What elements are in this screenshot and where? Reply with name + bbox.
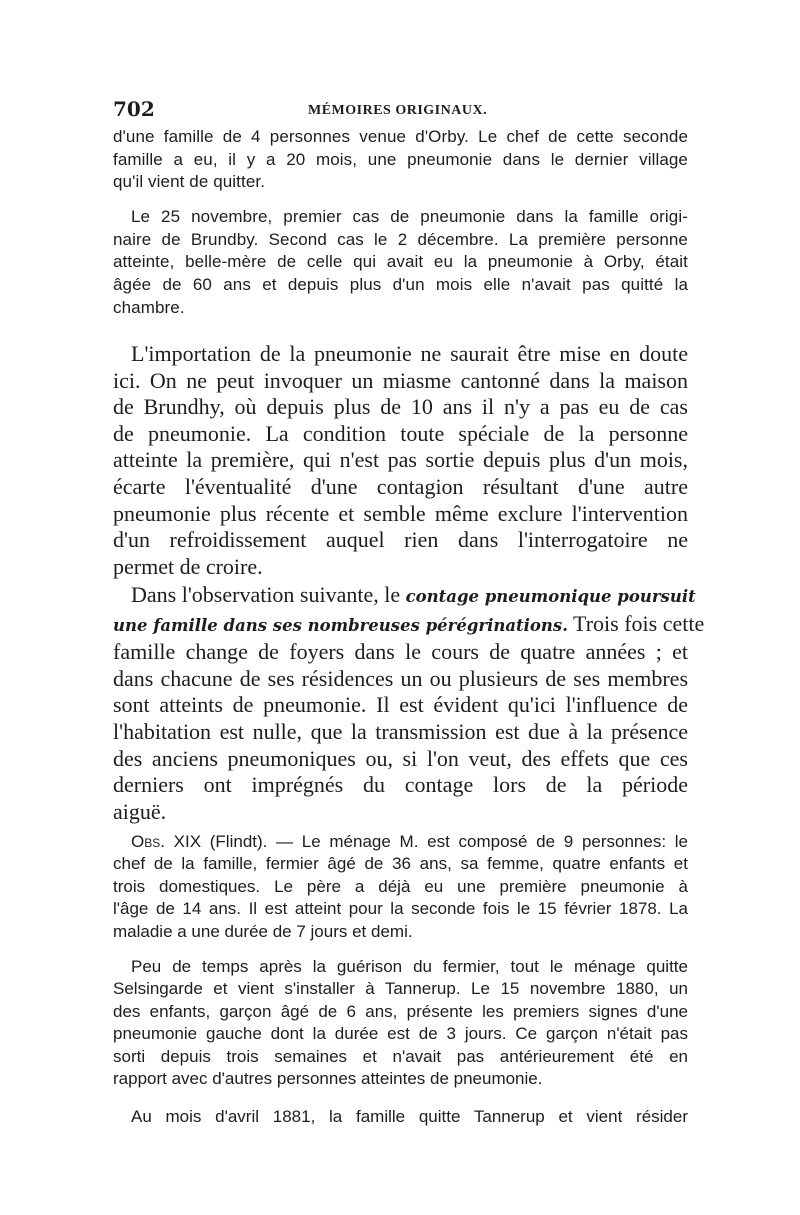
- emphasis-text: une famille dans ses nombreuses pérégrinations.: [113, 615, 568, 635]
- text-line: Au mois d'avril 1881, la famille quitte Tannerup et vient résider: [131, 1107, 688, 1126]
- text-line: sont atteints de pneumonie. Il est évident qu'ici l'influence de: [113, 692, 688, 718]
- observation-label: Obs. XIX: [131, 832, 202, 851]
- text-line: [113, 582, 696, 611]
- text-line: âgée de 60 ans et depuis plus d'un mois elle n'avait pas quitté la: [113, 275, 688, 295]
- text-line: atteinte la première, qui n'est pas sortie depuis plus d'un mois,: [113, 447, 688, 473]
- paragraph-6: [113, 1106, 688, 1128]
- text-line: famille change de foyers dans le cours de quatre années ; et: [113, 639, 688, 665]
- text-line: chef de la famille, fermier âgé de 36 ans, sa femme, quatre enfants et: [113, 854, 688, 874]
- text-line: rapport avec d'autres personnes atteintes de pneumonie.: [113, 1069, 543, 1089]
- text-line: d'une famille de 4 personnes venue d'Orby. Le chef de cette seconde: [113, 127, 688, 146]
- paragraph-4: [113, 582, 705, 825]
- text-line: ici. On ne peut invoquer un miasme cantonné dans la maison: [113, 367, 688, 393]
- text-line: maladie a une durée de 7 jours et demi.: [113, 921, 413, 941]
- emphasis-text: contage pneumonique poursuit: [405, 587, 696, 606]
- text-run: (Flindt). — Le ménage M. est composé de 9 personnes: le: [201, 832, 688, 851]
- text-line: Peu de temps après la guérison du fermier, tout le ménage quitte: [131, 957, 688, 976]
- running-title: MÉMOIRES ORIGINAUX.: [308, 103, 488, 118]
- text-line: chambre.: [113, 297, 185, 317]
- page-number: 702: [113, 97, 155, 121]
- text-line: écarte l'éventualité d'une contagion résultant d'une autre: [113, 473, 688, 499]
- text-line: Le 25 novembre, premier cas de pneumonie dans la famille origi-: [131, 207, 688, 226]
- text-line: [113, 610, 705, 640]
- text-line: L'importation de la pneumonie ne saurait être mise en doute: [131, 341, 688, 366]
- text-line: qu'il vient de quitter.: [113, 172, 266, 192]
- text-line: des anciens pneumoniques ou, si l'on veut, des effets que ces: [113, 745, 688, 771]
- paragraph-2: [113, 206, 688, 320]
- text-line: des enfants, garçon âgé de 6 ans, présente les premiers signes d'une: [113, 1001, 688, 1021]
- text-line: l'habitation est nulle, que la transmission est due à la présence: [113, 718, 688, 744]
- paragraph-3: [113, 341, 688, 580]
- paragraph-1: [113, 126, 688, 194]
- text-line: permet de croire.: [113, 553, 263, 579]
- text-line: dans chacune de ses résidences un ou plusieurs de ses membres: [113, 665, 688, 691]
- text-line: atteinte, belle-mère de celle qui avait eu la pneumonie à Orby, était: [113, 252, 688, 272]
- text-line: sorti depuis trois semaines et n'avait pas antérieurement été en: [113, 1046, 688, 1066]
- text-run: Trois fois cette: [567, 610, 705, 636]
- text-line: d'un refroidissement auquel rien dans l'interrogatoire ne: [113, 527, 688, 553]
- text-line: l'âge de 14 ans. Il est atteint pour la seconde fois le 15 février 1878. La: [113, 899, 688, 919]
- text-line: aiguë.: [113, 798, 167, 824]
- text-line: naire de Brundby. Second cas le 2 décembre. La première personne: [113, 229, 688, 249]
- text-line: trois domestiques. Le père a déjà eu une première pneumonie à: [113, 876, 688, 896]
- text-line: Selsingarde et vient s'installer à Tannerup. Le 15 novembre 1880, un: [113, 979, 688, 999]
- text-line: [113, 831, 688, 853]
- page-header: [113, 98, 688, 124]
- text-line: pneumonie plus récente et semble même exclure l'intervention: [113, 500, 688, 526]
- paragraph-5: [113, 956, 688, 1090]
- text-line: de pneumonie. La condition toute spéciale de la personne: [113, 420, 688, 446]
- text-run: Dans l'observation suivante, le: [131, 582, 406, 607]
- text-line: derniers ont imprégnés du contage lors de la période: [113, 772, 688, 798]
- text-line: de Brundhy, où depuis plus de 10 ans il n'y a pas eu de cas: [113, 394, 688, 420]
- text-line: pneumonie gauche dont la durée est de 3 jours. Ce garçon n'était pas: [113, 1024, 688, 1044]
- text-line: famille a eu, il y a 20 mois, une pneumonie dans le dernier village: [113, 149, 688, 169]
- observation-xix: [113, 831, 688, 943]
